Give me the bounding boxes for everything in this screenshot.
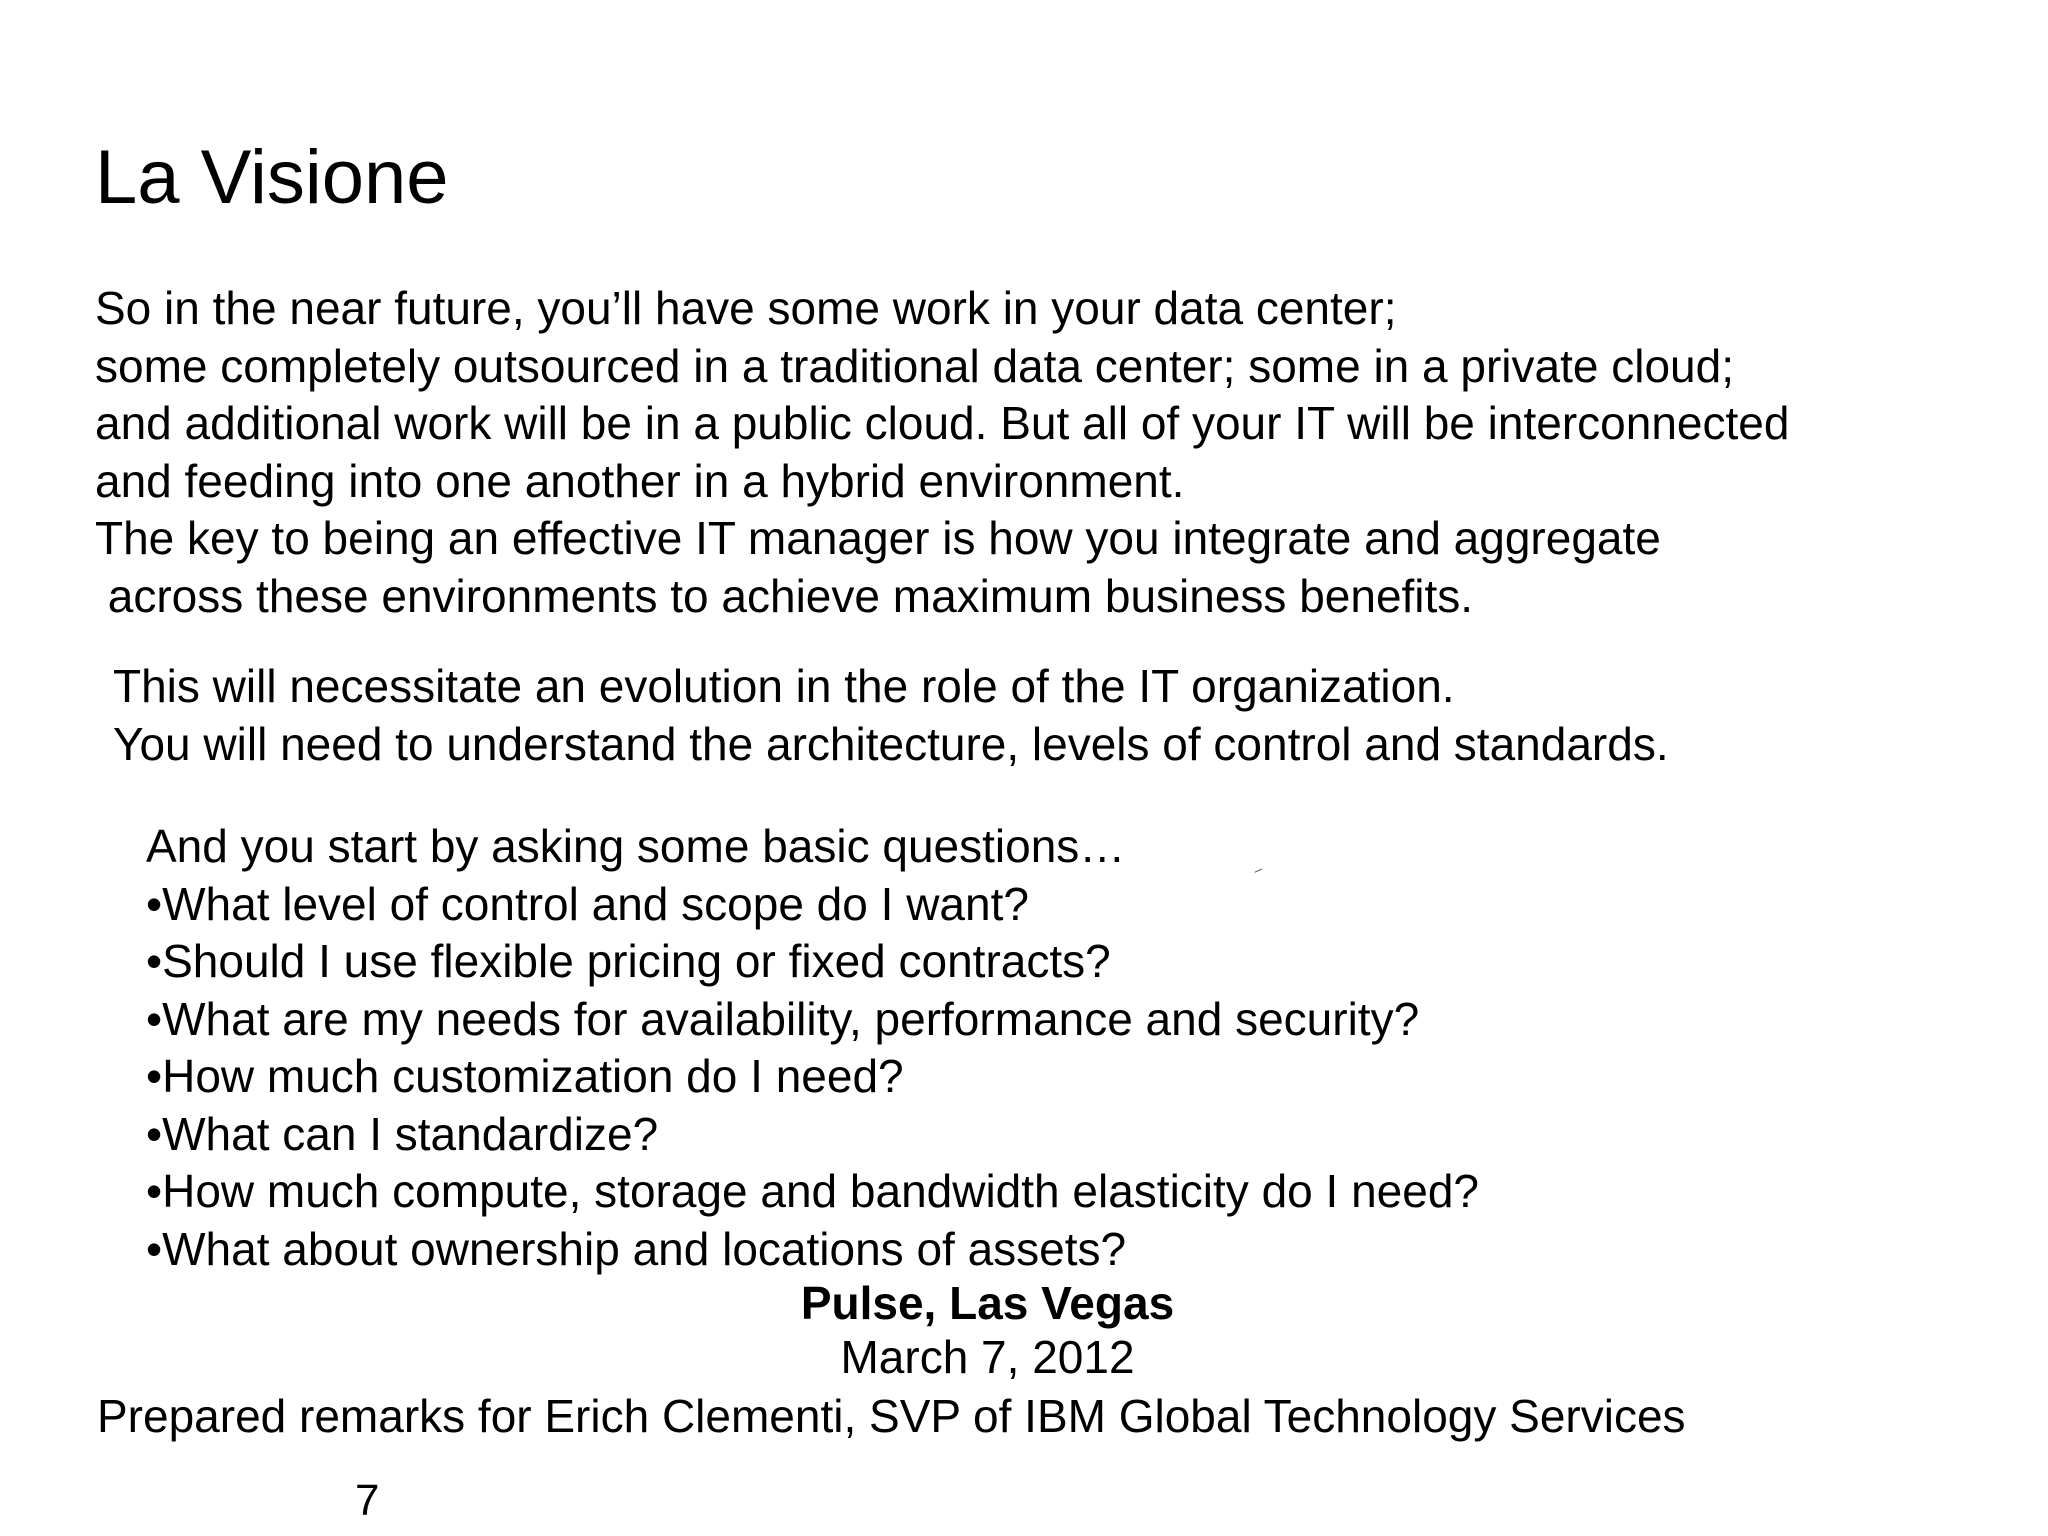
question-item: •What about ownership and locations of assets? xyxy=(146,1222,1127,1275)
page-number: 7 xyxy=(355,1476,380,1525)
event-date: March 7, 2012 xyxy=(840,1331,1135,1383)
paragraph-line: and feeding into one another in a hybrid environment. xyxy=(95,454,1185,507)
question-item: •What level of control and scope do I want? xyxy=(146,877,1029,930)
question-item: •What are my needs for availability, performance and security? xyxy=(146,992,1420,1045)
question-item: •How much customization do I need? xyxy=(146,1050,904,1102)
event-name: Pulse, Las Vegas xyxy=(800,1277,1175,1329)
credit-line: Prepared remarks for Erich Clementi, SVP of IBM Global Technology Services xyxy=(97,1390,1686,1442)
paragraph-line: and additional work will be in a public cloud. But all of your IT will be interconnected xyxy=(95,397,1790,449)
paragraph-line: So in the near future, you’ll have some work in your data center; xyxy=(95,282,1397,334)
intro-paragraph xyxy=(95,280,1789,625)
questions-list xyxy=(146,818,1479,1278)
question-item: •How much compute, storage and bandwidth elasticity do I need? xyxy=(146,1165,1479,1217)
question-item: •Should I use flexible pricing or fixed contracts? xyxy=(146,935,1111,987)
question-item: •What can I standardize? xyxy=(146,1107,659,1160)
paragraph-line: You will need to understand the architecture, levels of control and standards. xyxy=(113,717,1669,770)
paragraph-line: The key to being an effective IT manager is how you integrate and aggregate xyxy=(95,512,1661,564)
paragraph-line: This will necessitate an evolution in the role of the IT organization. xyxy=(113,660,1455,712)
paragraph-line: some completely outsourced in a traditional data center; some in a private cloud; xyxy=(95,339,1734,392)
paragraph-line: across these environments to achieve maximum business benefits. xyxy=(95,569,1474,622)
slide-title: La Visione xyxy=(95,135,449,220)
evolution-paragraph xyxy=(113,658,1669,773)
questions-intro: And you start by asking some basic questions… xyxy=(146,820,1126,872)
